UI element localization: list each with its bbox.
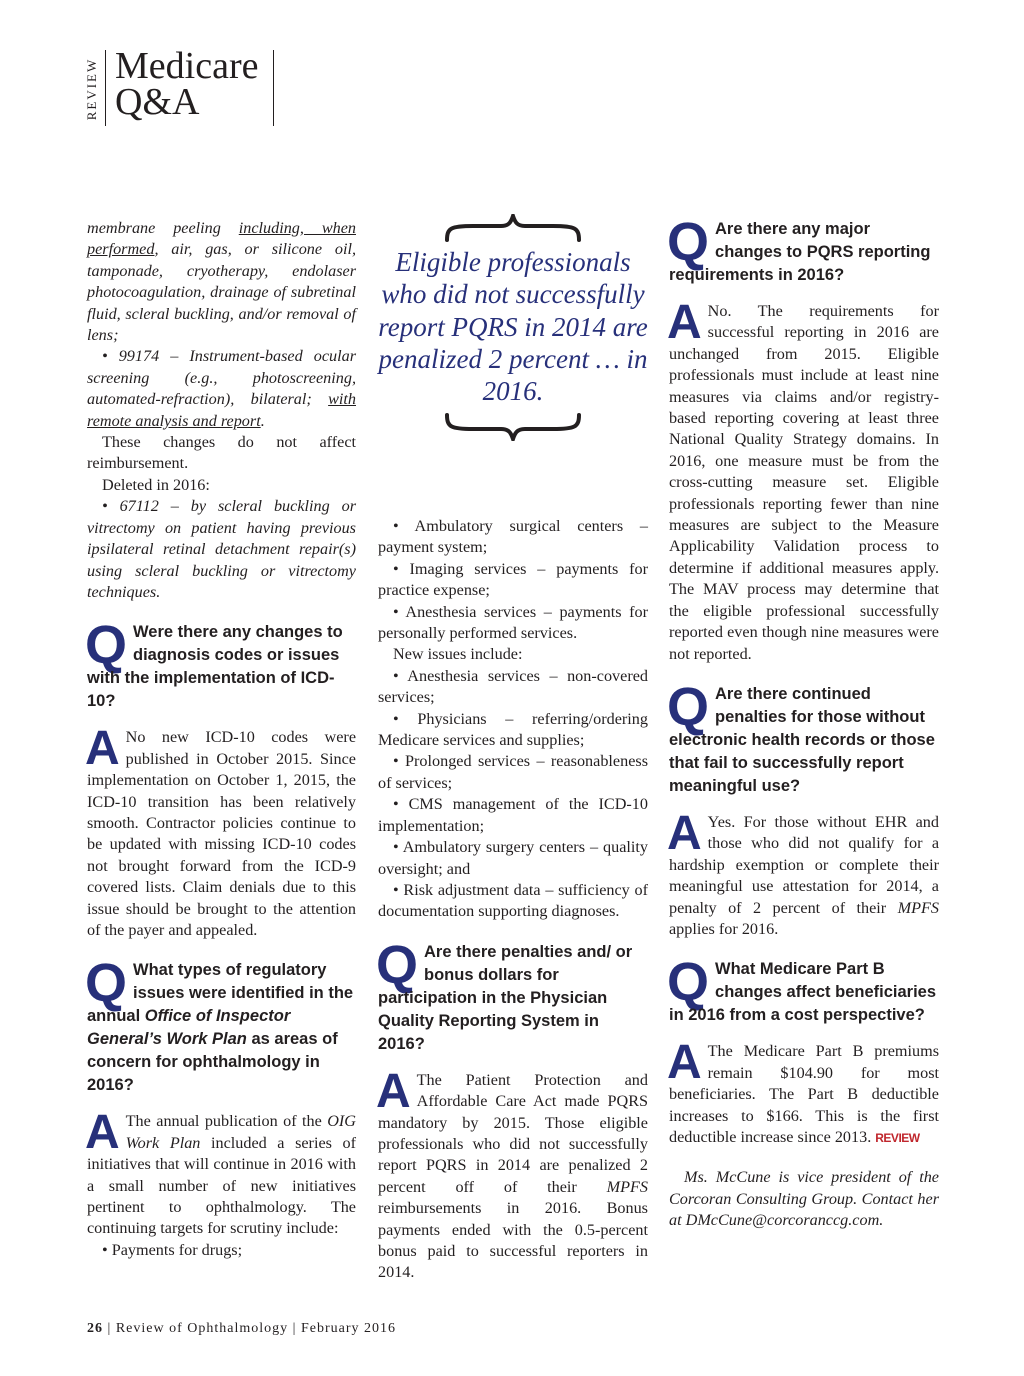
footer-separator: | bbox=[292, 1321, 297, 1336]
question-ehr-penalties: Q Are there continued penalties for those without electronic health records or those that fail to successfully report meaningful use? bbox=[667, 676, 935, 795]
answer-ehr-penalties: A Yes. For those without EHR and those who did not qualify for a hardship exemption or complete their meaningful use attestation for 2014, a penalty of 2 percent of their MPFS applies for 2016. bbox=[667, 806, 939, 938]
pull-quote bbox=[378, 214, 648, 441]
a-drop-cap: A bbox=[667, 806, 702, 860]
pull-quote-text: Eligible professionals who did not successfully report PQRS in 2014 are penalized 2 percent … in 2016. bbox=[378, 247, 648, 407]
continued-paragraph: membrane peeling including, when performed, air, gas, or silicone oil, tamponade, cryotherapy, endolaser photocoagulation, drainage of subretinal fluid, scleral buckling, and/or removal of lens; bbox=[87, 219, 356, 345]
a-drop-cap: A bbox=[667, 1036, 702, 1090]
bullet-item: • Payments for drugs; bbox=[102, 1240, 243, 1259]
section-title bbox=[115, 45, 259, 123]
page-number: 26 bbox=[87, 1321, 103, 1336]
code-99174-item: • 99174 – Instrument-based ocular screening (e.g., photoscreening, automated-refraction), bilateral; with remote analysis and report. bbox=[87, 347, 356, 430]
q-drop-cap: Q bbox=[85, 953, 128, 1014]
header-divider-right bbox=[273, 50, 274, 126]
answer-oig: A The annual publication of the OIG Work Plan included a series of initiatives that will continue in 2016 with a small number of new initiatives pertinent to ophthalmology. The continuing targets for scrutiny include: bbox=[85, 1106, 356, 1238]
issue-date: February 2016 bbox=[300, 1321, 396, 1336]
paragraph: These changes do not affect reimbursement. bbox=[87, 433, 356, 473]
header-divider-left bbox=[105, 50, 106, 126]
bullet-item: • Risk adjustment data – sufficiency of documentation supporting diagnoses. bbox=[378, 880, 648, 921]
paragraph: Deleted in 2016: bbox=[102, 475, 210, 494]
bullet-item: • Ambulatory surgery centers – quality oversight; and bbox=[378, 838, 648, 878]
question-pqrs-changes: Q Are there any major changes to PQRS reporting requirements in 2016? bbox=[667, 212, 931, 284]
code-67112-item: • 67112 – by scleral buckling or vitrectomy on patient having previous ipsilateral retinal detachment repair(s) using scleral buckling or vitrectomy techniques. bbox=[87, 497, 356, 601]
answer-part-b: A The Medicare Part B premiums remain $104.90 for most beneficiaries. The Part B deductible increases to $166. This is the first deductible increase since 2013. REVIEW bbox=[667, 1036, 939, 1146]
column-2 bbox=[378, 516, 648, 1284]
a-drop-cap: A bbox=[376, 1064, 411, 1118]
answer-pqrs-changes: A No. The requirements for successful reporting in 2016 are unchanged from 2015. Eligible professionals must include at least nine measures via claims and/or registry-based reporting covering at least three National Quality Strategy domains. In 2016, one measure must be from the cross-cutting measure set. Eligible professionals reporting fewer than nine measures are subject to the Measure Applicability Validation process to determine if additional measures apply. The MAV process may determine that the eligible professional successfully reported even though nine measures were not reported. bbox=[667, 296, 939, 663]
question-pqrs-penalties: Q Are there penalties and/ or bonus dollars for participation in the Physician Quality Reporting System in 2016? bbox=[376, 934, 633, 1053]
footer-separator: | bbox=[107, 1321, 112, 1336]
column-1 bbox=[87, 218, 356, 1261]
a-drop-cap: A bbox=[85, 1106, 120, 1160]
publication-name: Review of Ophthalmology bbox=[115, 1321, 289, 1336]
section-title-line1: Medicare bbox=[115, 45, 259, 87]
paragraph: New issues include: bbox=[393, 645, 523, 664]
q-drop-cap: Q bbox=[667, 212, 710, 272]
q-drop-cap: Q bbox=[667, 952, 710, 1013]
answer-icd10: A No new ICD-10 codes were published in October 2015. Since implementation on October 1, 2015, the ICD-10 transition has been relatively smooth. Contractor policies continue to be updated with missing ICD-10 codes not brought forward from the ICD-9 covered lists. Claim denials due to this issue should be brought to the attention of the payer and appealed. bbox=[85, 722, 356, 939]
end-mark-review: REVIEW bbox=[875, 1130, 920, 1145]
q-drop-cap: Q bbox=[667, 676, 710, 737]
question-oig: Q What types of regulatory issues were identified in the annual Office of Inspector General’s Work Plan as areas of concern for ophthalmology in 2016? bbox=[85, 953, 354, 1095]
author-bio: Ms. McCune is vice president of the Corcoran Consulting Group. Contact her at DMcCune@corcoranccg.com. bbox=[669, 1168, 939, 1230]
question-icd10: Q Were there any changes to diagnosis codes or issues with the implementation of ICD-10? bbox=[85, 615, 343, 711]
bullet-item: • Anesthesia services – payments for personally performed services. bbox=[378, 602, 648, 643]
brace-bottom-icon bbox=[443, 413, 583, 441]
q-drop-cap: Q bbox=[85, 615, 128, 676]
q-drop-cap: Q bbox=[376, 934, 419, 995]
answer-pqrs-penalties: A The Patient Protection and Affordable Care Act made PQRS mandatory by 2015. Those eligible professionals who did not successfully report PQRS in 2014 are penalized 2 percent off of their MPFS reimbursements in 2016. Bonus payments ended with the 0.5-percent bonus paid to successful reporters in 2014. bbox=[376, 1064, 648, 1282]
bullet-item: • CMS management of the ICD-10 implementation; bbox=[378, 795, 648, 835]
bullet-item: • Anesthesia services – non-covered services; bbox=[378, 666, 648, 707]
a-drop-cap: A bbox=[85, 722, 120, 776]
bullet-item: • Prolonged services – reasonableness of services; bbox=[378, 752, 648, 792]
bullet-item: • Ambulatory surgical centers – payment system; bbox=[378, 517, 648, 557]
column-3 bbox=[667, 212, 939, 1232]
a-drop-cap: A bbox=[667, 296, 702, 349]
brace-top-icon bbox=[443, 214, 583, 242]
question-part-b: Q What Medicare Part B changes affect beneficiaries in 2016 from a cost perspective? bbox=[667, 952, 937, 1025]
bullet-item: • Imaging services – payments for practice expense; bbox=[378, 559, 648, 600]
bullet-item: • Physicians – referring/ordering Medicare services and supplies; bbox=[378, 709, 648, 750]
section-title-line2: Q&A bbox=[115, 81, 200, 123]
page-footer bbox=[87, 1321, 396, 1337]
section-tag: REVIEW bbox=[84, 57, 99, 121]
